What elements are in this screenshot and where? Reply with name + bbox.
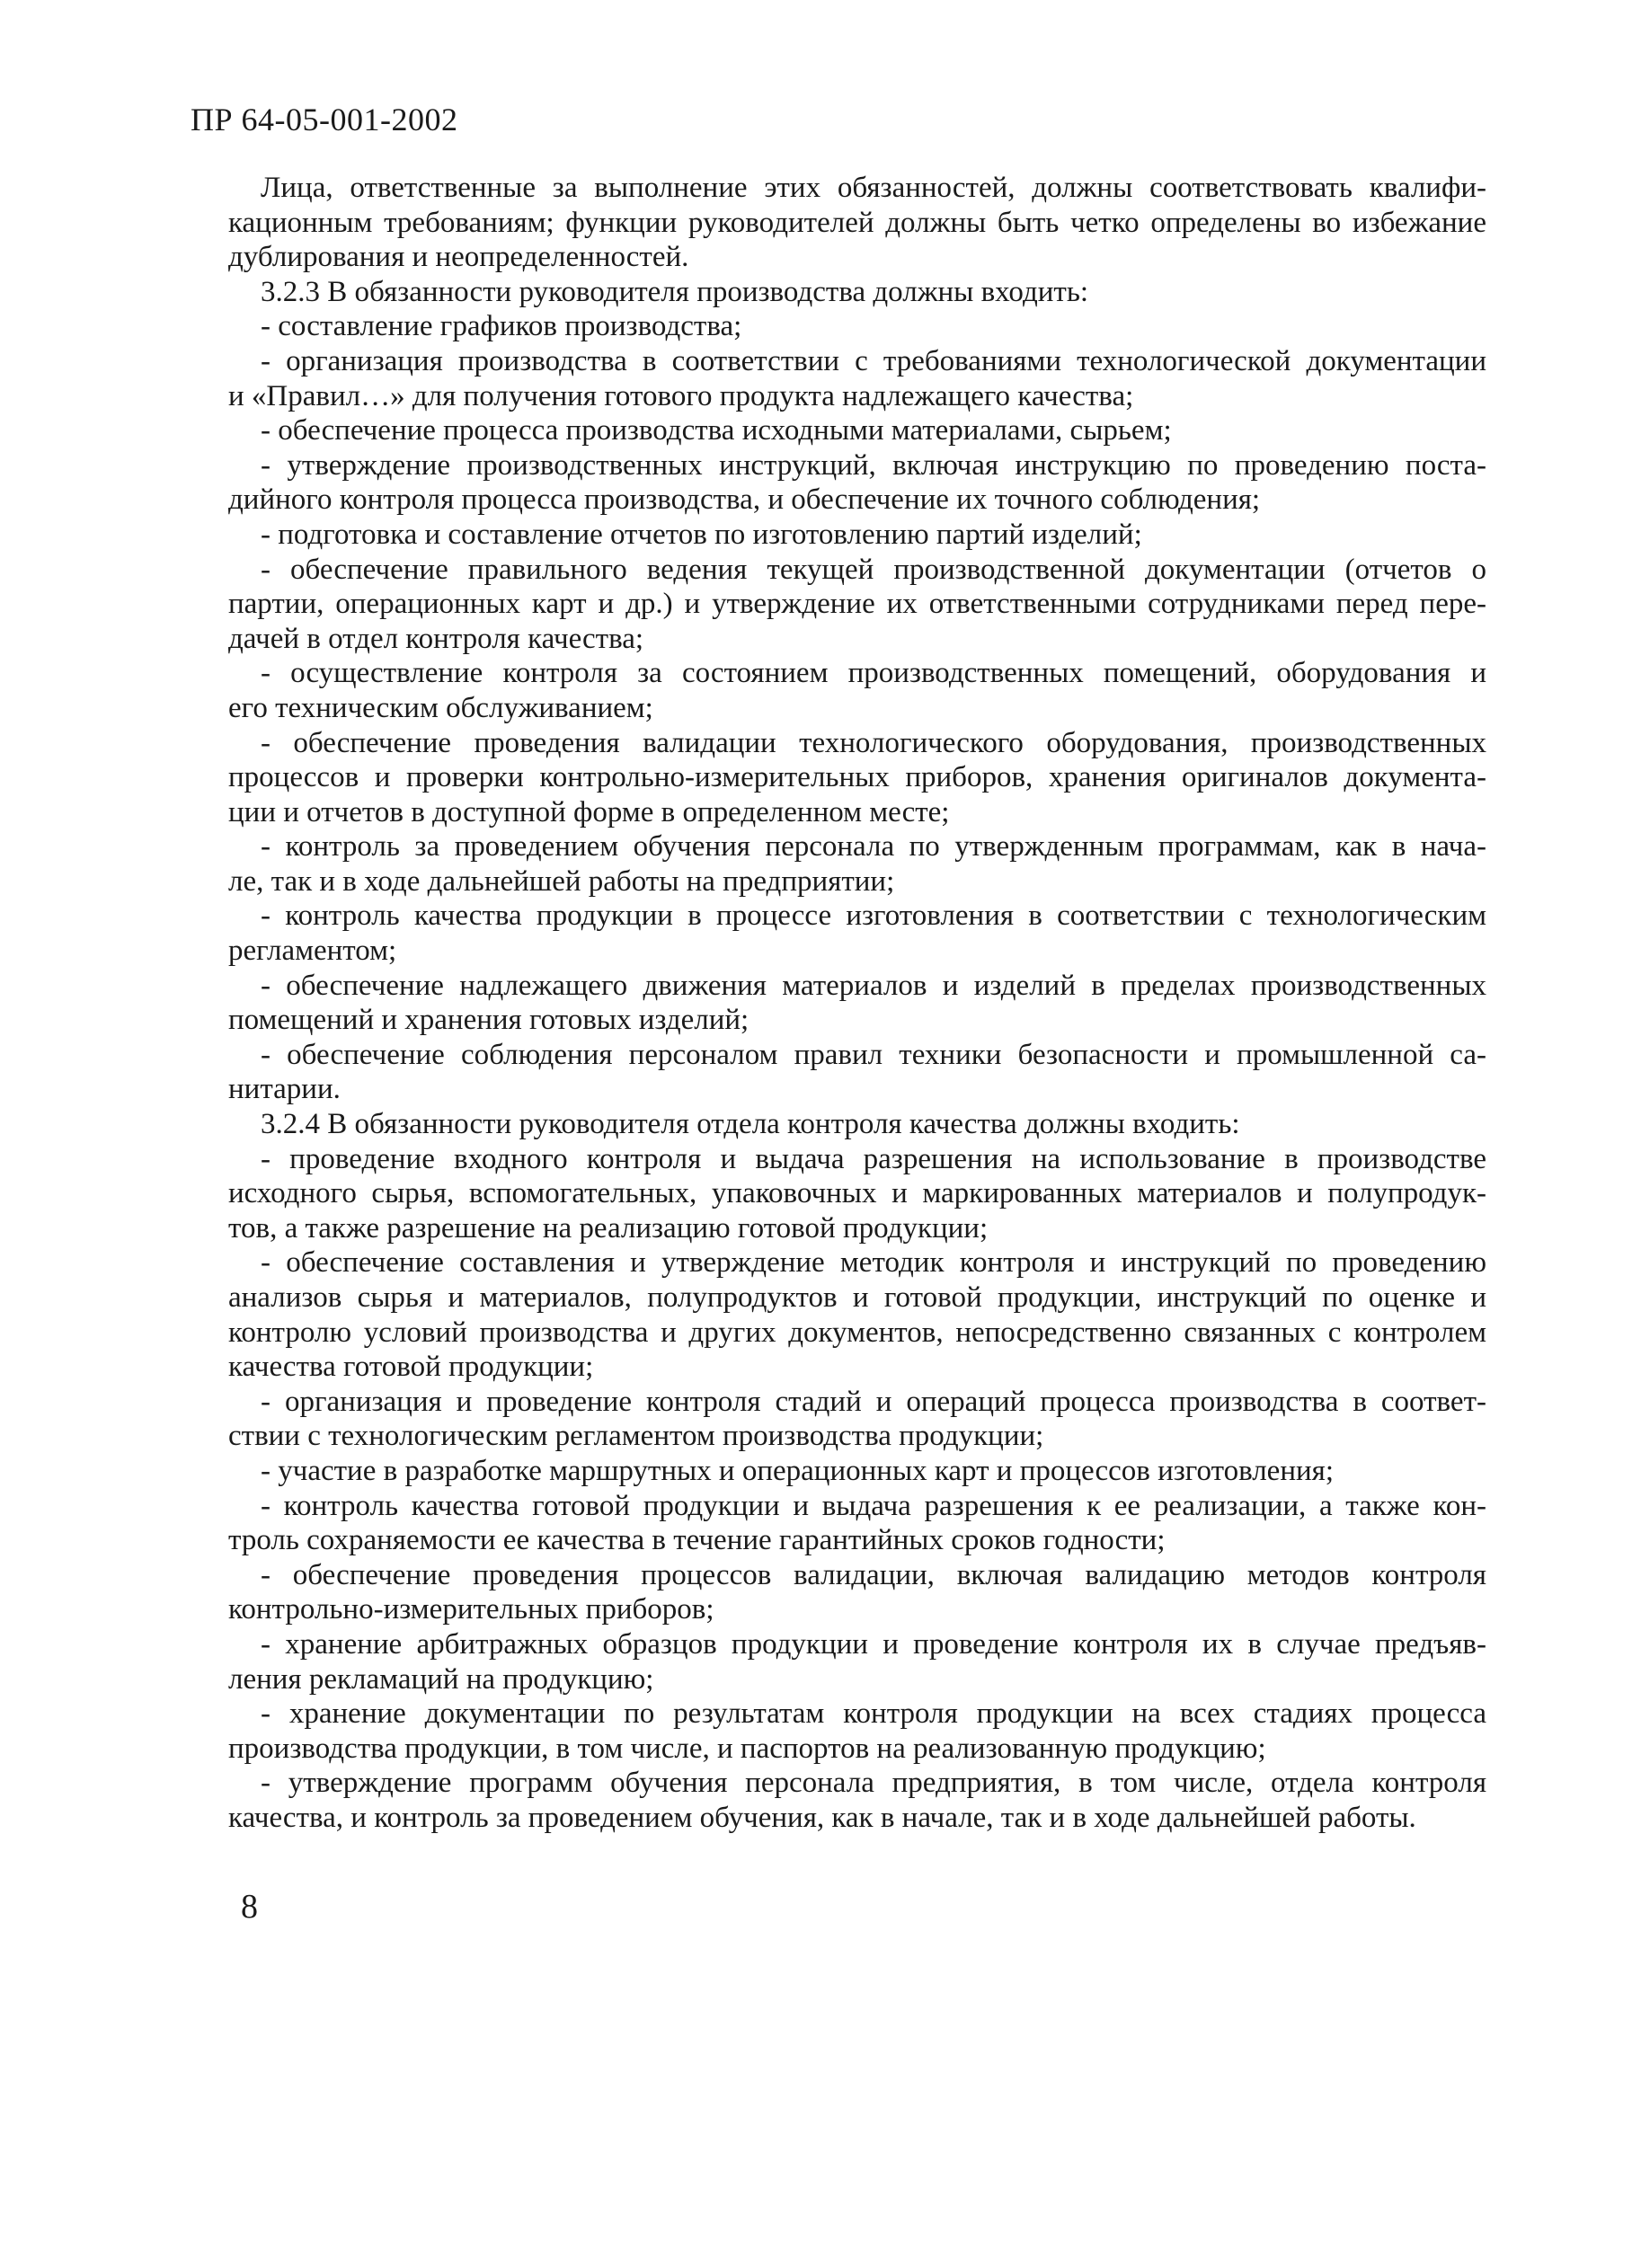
text-line: исходного сырья, вспомогательных, упаковочных и маркированных материалов и полупродук-	[228, 1177, 1486, 1210]
text-line: качества, и контроль за проведением обучения, как в начале, так и в ходе дальнейшей работы.	[228, 1801, 1416, 1834]
page-number: 8	[241, 1888, 258, 1926]
text-line: Лица, ответственные за выполнение этих обязанностей, должны соответствовать квалифи-	[261, 172, 1486, 204]
text-line: - обеспечение надлежащего движения материалов и изделий в пределах производственных	[261, 969, 1486, 1002]
text-line: - составление графиков производства;	[261, 310, 742, 343]
text-line: - утверждение производственных инструкций, включая инструкцию по проведению поста-	[261, 448, 1486, 482]
text-line: регламентом;	[228, 935, 397, 968]
text-line: - обеспечение правильного ведения текущей производственной документации (отчетов о	[261, 553, 1486, 586]
text-line: процессов и проверки контрольно-измерительных приборов, хранения оригиналов документа-	[228, 761, 1486, 794]
text-line: производства продукции, в том числе, и паспортов на реализованную продукцию;	[228, 1732, 1266, 1765]
text-line: тов, а также разрешение на реализацию готовой продукции;	[228, 1211, 989, 1245]
text-line: - проведение входного контроля и выдача разрешения на использование в производстве	[261, 1142, 1486, 1175]
text-line: анализов сырья и материалов, полупродуктов и готовой продукции, инструкций по оценке и	[228, 1281, 1486, 1314]
text-line: его техническим обслуживанием;	[228, 691, 653, 724]
text-line: контролю условий производства и других документов, непосредственно связанных с контролем	[228, 1316, 1486, 1349]
text-line: ствии с технологическим регламентом производства продукции;	[228, 1420, 1044, 1453]
text-line: качества готовой продукции;	[228, 1351, 594, 1384]
text-line: - организация производства в соответствии с требованиями технологической документации	[261, 344, 1486, 377]
text-line: - организация и проведение контроля стадий и операций процесса производства в соответ-	[261, 1385, 1486, 1418]
text-line: - хранение арбитражных образцов продукции и проведение контроля их в случае предъяв-	[261, 1627, 1486, 1661]
document-body	[228, 171, 1486, 1836]
text-line: дачей в отдел контроля качества;	[228, 622, 644, 655]
text-line: 3.2.4 В обязанности руководителя отдела контроля качества должны входить:	[261, 1108, 1240, 1141]
text-line: троль сохраняемости ее качества в течение гарантийных сроков годности;	[228, 1524, 1166, 1557]
text-line: и «Правил…» для получения готового продукта надлежащего качества;	[228, 379, 1134, 412]
text-line: помещений и хранения готовых изделий;	[228, 1004, 750, 1037]
text-line: ления рекламаций на продукцию;	[228, 1662, 654, 1696]
text-line: - подготовка и составление отчетов по изготовлению партий изделий;	[261, 518, 1142, 551]
text-line: - контроль за проведением обучения персонала по утвержденным программам, как в нача-	[261, 830, 1486, 864]
document-code: ПР 64-05-001-2002	[191, 102, 458, 137]
text-line: нитарии.	[228, 1073, 341, 1106]
text-line: - обеспечение проведения процессов валидации, включая валидацию методов контроля	[261, 1558, 1486, 1591]
text-line: - обеспечение соблюдения персоналом правил техники безопасности и промышленной са-	[261, 1038, 1486, 1071]
text-line: - участие в разработке маршрутных и операционных карт и процессов изготовления;	[261, 1454, 1334, 1487]
text-line: дийного контроля процесса производства, и обеспечение их точного соблюдения;	[228, 483, 1261, 517]
text-line: - хранение документации по результатам контроля продукции на всех стадиях процесса	[261, 1697, 1486, 1731]
text-line: контрольно-измерительных приборов;	[228, 1593, 714, 1626]
text-line: - обеспечение составления и утверждение методик контроля и инструкций по проведению	[261, 1246, 1486, 1280]
text-line: дублирования и неопределенностей.	[228, 241, 689, 274]
text-line: - осуществление контроля за состоянием производственных помещений, оборудования и	[261, 657, 1486, 690]
text-line: - обеспечение проведения валидации технологического оборудования, производственных	[261, 726, 1486, 759]
text-line: 3.2.3 В обязанности руководителя производства должны входить:	[261, 275, 1089, 308]
text-line: - контроль качества продукции в процессе изготовления в соответствии с технологическим	[261, 899, 1486, 933]
text-line: - контроль качества готовой продукции и выдача разрешения к ее реализации, а также кон-	[261, 1489, 1486, 1522]
text-line: ле, так и в ходе дальнейшей работы на предприятии;	[228, 864, 895, 898]
text-line: - утверждение программ обучения персонала предприятия, в том числе, отдела контроля	[261, 1767, 1486, 1800]
text-line: кационным требованиям; функции руководителей должны быть четко определены во избежание	[228, 206, 1486, 239]
text-line: ции и отчетов в доступной форме в определенном месте;	[228, 795, 950, 828]
text-line: - обеспечение процесса производства исходными материалами, сырьем;	[261, 414, 1172, 447]
text-line: партии, операционных карт и др.) и утверждение их ответственными сотрудниками перед пере-	[228, 588, 1486, 621]
